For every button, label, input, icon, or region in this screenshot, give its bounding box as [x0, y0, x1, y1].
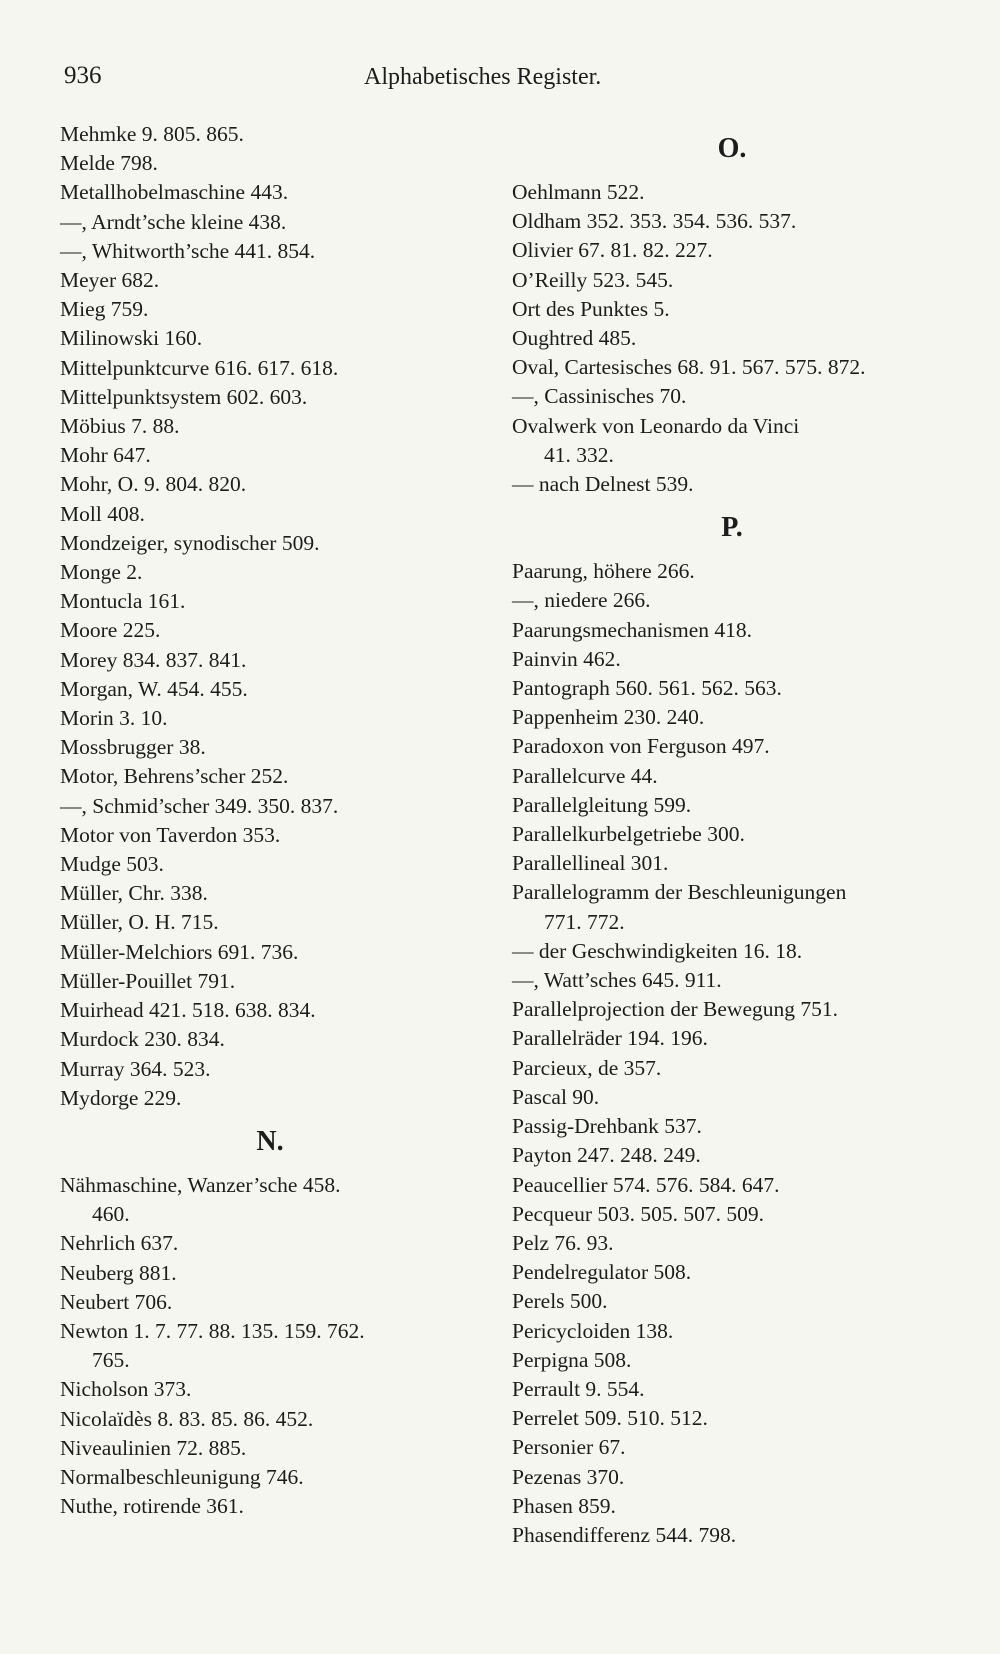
index-entry: Parallelprojection der Bewegung 751.: [512, 997, 838, 1022]
index-entry: Pappenheim 230. 240.: [512, 705, 705, 730]
index-entry: Nuthe, rotirende 361.: [60, 1494, 244, 1519]
index-entry: Pelz 76. 93.: [512, 1230, 614, 1255]
index-entry: Paarung, höhere 266.: [512, 559, 695, 584]
index-entry: Neuberg 881.: [60, 1260, 177, 1285]
index-entry: Moore 225.: [60, 618, 161, 643]
index-entry: Mondzeiger, synodischer 509.: [60, 530, 320, 555]
index-entry: Parallelcurve 44.: [512, 763, 658, 788]
index-entry: Müller, Chr. 338.: [60, 881, 208, 906]
index-entry: Pendelregulator 508.: [512, 1260, 692, 1285]
index-entry: Mydorge 229.: [60, 1085, 182, 1110]
index-entry: Perpigna 508.: [512, 1347, 632, 1372]
index-entry: Oughtred 485.: [512, 326, 637, 351]
index-entry: Painvin 462.: [512, 646, 621, 671]
index-entry: Ort des Punktes 5.: [512, 296, 670, 321]
index-entry: Newton 1. 7. 77. 88. 135. 159. 762.: [60, 1318, 365, 1343]
index-entry: Nähmaschine, Wanzer’sche 458.: [60, 1172, 341, 1197]
index-entry: Murray 364. 523.: [60, 1056, 211, 1081]
index-entry: Metallhobelmaschine 443.: [60, 180, 289, 205]
index-entry: Parallelogramm der Beschleunigungen: [512, 880, 847, 905]
index-entry: Oval, Cartesisches 68. 91. 567. 575. 872.: [512, 355, 866, 380]
index-entry: Morin 3. 10.: [60, 706, 168, 731]
index-entry: Meyer 682.: [60, 268, 160, 293]
index-entry: Paradoxon von Ferguson 497.: [512, 734, 770, 759]
index-entry: —, Schmid’scher 349. 350. 837.: [60, 793, 339, 818]
index-entry: Pezenas 370.: [512, 1464, 625, 1489]
running-title: Alphabetisches Register.: [364, 64, 602, 90]
index-entry-continuation: 460.: [92, 1202, 130, 1227]
index-entry: Phasendifferenz 544. 798.: [512, 1522, 737, 1547]
index-entry: Niveaulinien 72. 885.: [60, 1435, 247, 1460]
index-entry: Mudge 503.: [60, 852, 164, 877]
index-entry: Payton 247. 248. 249.: [512, 1143, 701, 1168]
index-entry: Olivier 67. 81. 82. 227.: [512, 238, 713, 263]
page-header: [64, 62, 644, 94]
index-entry: —, Watt’sches 645. 911.: [512, 968, 722, 993]
index-entry: Moll 408.: [60, 501, 145, 526]
index-entry: Nehrlich 637.: [60, 1231, 179, 1256]
index-entry: Pantograph 560. 561. 562. 563.: [512, 676, 782, 701]
index-entry: Parcieux, de 357.: [512, 1055, 662, 1080]
index-entry-continuation: 765.: [92, 1348, 130, 1373]
index-entry: Parallelgleitung 599.: [512, 792, 692, 817]
section-letter-heading: N.: [256, 1125, 284, 1157]
index-entry: Muirhead 421. 518. 638. 834.: [60, 998, 316, 1023]
index-entry-continuation: 771. 772.: [544, 909, 625, 934]
index-entry: Morey 834. 837. 841.: [60, 647, 247, 672]
index-entry: —, niedere 266.: [512, 588, 651, 613]
index-entry: Nicholson 373.: [60, 1377, 192, 1402]
index-entry: Perels 500.: [512, 1289, 608, 1314]
index-entry: Mittelpunktcurve 616. 617. 618.: [60, 355, 339, 380]
page-number: 936: [64, 62, 102, 89]
index-entry: Paarungsmechanismen 418.: [512, 617, 753, 642]
index-entry: Pecqueur 503. 505. 507. 509.: [512, 1201, 764, 1226]
index-entry: Mittelpunktsystem 602. 603.: [60, 384, 308, 409]
index-entry: Pascal 90.: [512, 1084, 600, 1109]
index-entry: Oldham 352. 353. 354. 536. 537.: [512, 209, 797, 234]
index-entry: Mohr, O. 9. 804. 820.: [60, 472, 247, 497]
index-entry: — der Geschwindigkeiten 16. 18.: [512, 938, 803, 963]
index-entry: Müller-Melchiors 691. 736.: [60, 939, 299, 964]
index-entry: — nach Delnest 539.: [512, 472, 694, 497]
index-entry: Mieg 759.: [60, 297, 149, 322]
index-entry: —, Arndt’sche kleine 438.: [60, 209, 287, 234]
section-letter-heading: P.: [721, 512, 743, 544]
index-entry: Nicolaïdès 8. 83. 85. 86. 452.: [60, 1406, 314, 1431]
index-entry: Parallellineal 301.: [512, 851, 669, 876]
index-entry: Oehlmann 522.: [512, 180, 645, 204]
section-letter-heading: O.: [717, 133, 747, 164]
index-entry: Passig-Drehbank 537.: [512, 1114, 702, 1139]
index-entry: Melde 798.: [60, 151, 158, 176]
index-entry: Mossbrugger 38.: [60, 735, 206, 760]
index-entry: —, Whitworth’sche 441. 854.: [60, 238, 316, 263]
index-entry: —, Cassinisches 70.: [512, 384, 687, 409]
index-entry: Monge 2.: [60, 560, 143, 585]
index-entry: Murdock 230. 834.: [60, 1027, 225, 1052]
index-entry: Müller, O. H. 715.: [60, 910, 219, 935]
index-entry: Perrault 9. 554.: [512, 1376, 645, 1401]
index-entry: Montucla 161.: [60, 589, 186, 614]
index-entry: Neubert 706.: [60, 1289, 173, 1314]
index-entry: Motor, Behrens’scher 252.: [60, 764, 289, 789]
index-entry: O’Reilly 523. 545.: [512, 267, 674, 292]
index-entry: Müller-Pouillet 791.: [60, 968, 236, 993]
index-entry: Personier 67.: [512, 1435, 626, 1460]
index-entry: Motor von Taverdon 353.: [60, 822, 281, 847]
index-entry: Parallelkurbelgetriebe 300.: [512, 822, 745, 847]
index-entry: Mohr 647.: [60, 443, 151, 468]
index-entry: Normalbeschleunigung 746.: [60, 1464, 304, 1489]
index-entry: Ovalwerk von Leonardo da Vinci: [512, 413, 800, 438]
index-entry-continuation: 41. 332.: [544, 442, 614, 467]
index-entry: Peaucellier 574. 576. 584. 647.: [512, 1172, 780, 1197]
index-entry: Phasen 859.: [512, 1493, 616, 1518]
right-index-column: [512, 120, 952, 1550]
left-index-column: [60, 120, 480, 1521]
index-entry: Perrelet 509. 510. 512.: [512, 1406, 708, 1431]
index-entry: Möbius 7. 88.: [60, 414, 180, 439]
index-entry: Pericycloiden 138.: [512, 1318, 674, 1343]
index-entry: Parallelräder 194. 196.: [512, 1026, 708, 1051]
index-entry: Milinowski 160.: [60, 326, 203, 351]
index-entry: Morgan, W. 454. 455.: [60, 676, 248, 701]
index-entry: Mehmke 9. 805. 865.: [60, 122, 244, 146]
